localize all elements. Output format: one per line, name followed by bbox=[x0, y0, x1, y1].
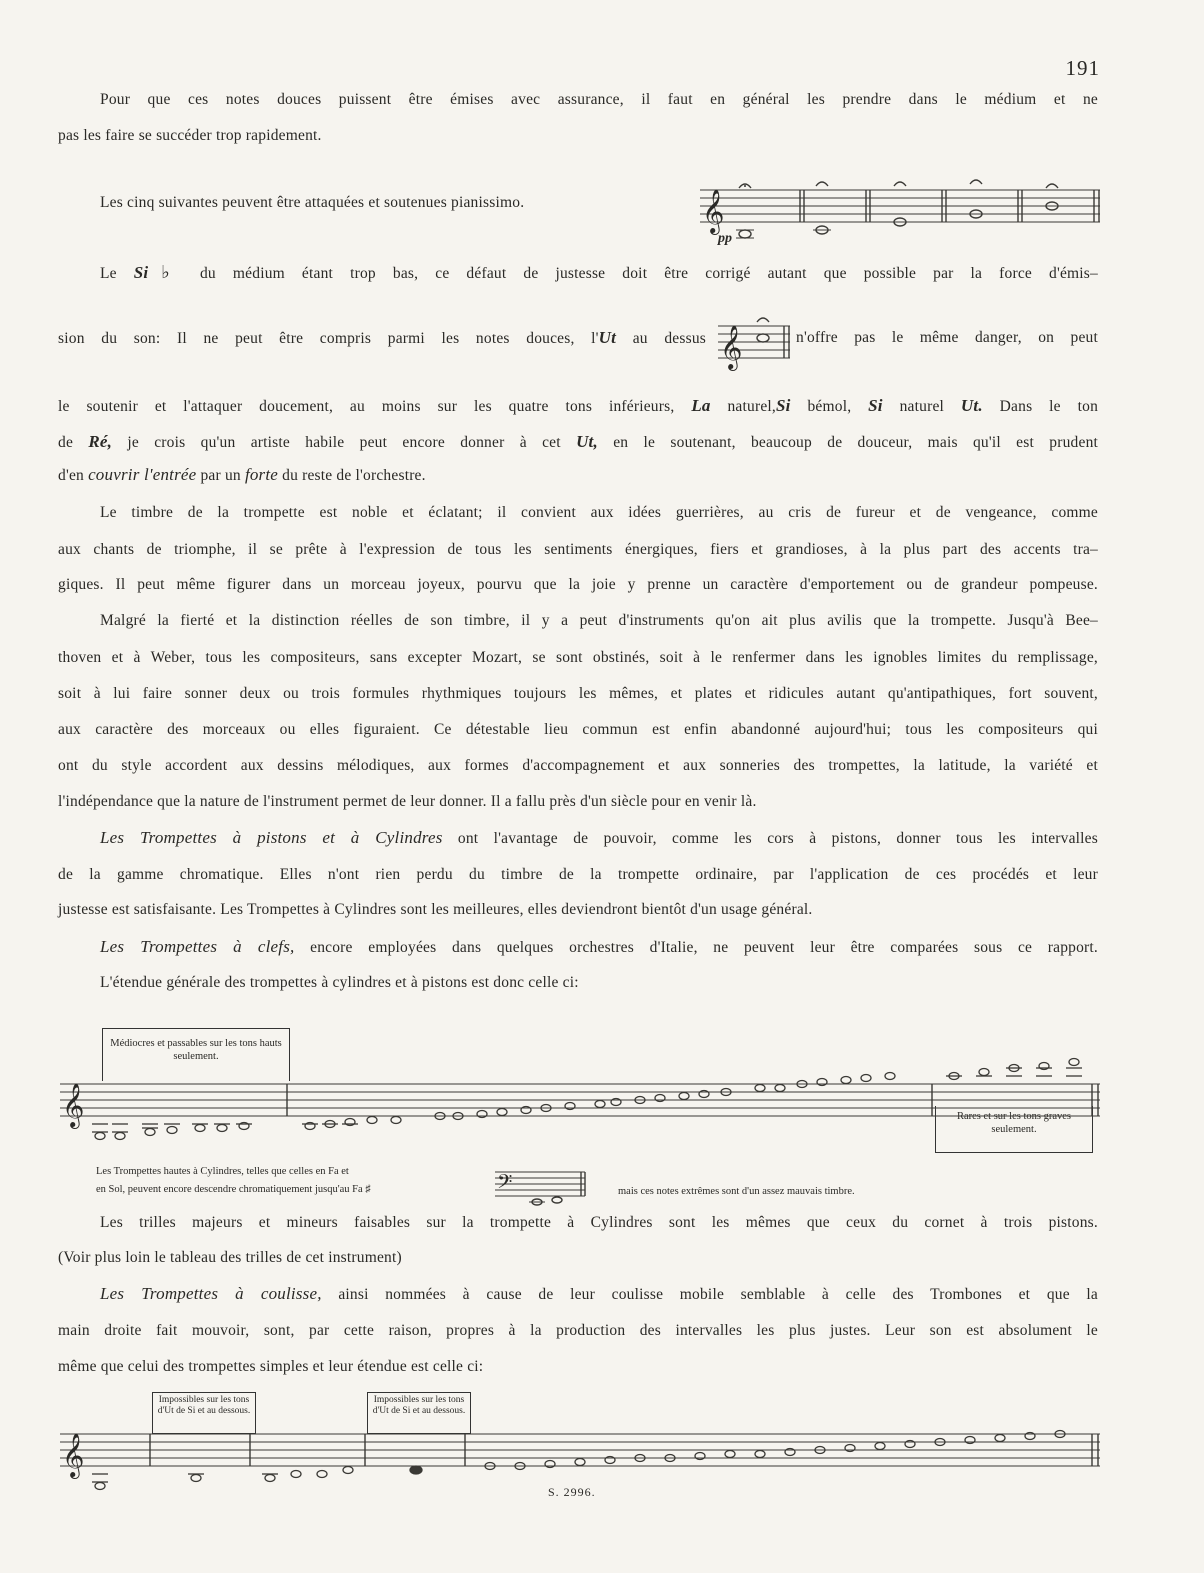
svg-text:𝄞: 𝄞 bbox=[720, 325, 743, 369]
ut-note-staff bbox=[718, 316, 790, 369]
pianissimo-dynamic: pp bbox=[718, 231, 732, 246]
paragraph-3-line-2: aux chants de triomphe, il se prête à l'expression de tous les sentiments énergiques, fiers et grandioses, à la plus part des accents tra– bbox=[58, 541, 1098, 558]
paragraph-7-line-1: Les trilles majeurs et mineurs faisables sur la trompette à Cylindres sont les mêmes que ceux du cornet à trois pistons. bbox=[100, 1214, 1098, 1231]
paragraph-6-line-2: L'étendue générale des trompettes à cylindres et à pistons est donc celle ci: bbox=[100, 974, 579, 991]
paragraph-2-line-2: sion du son: Il ne peut être compris parmi les notes douces, l'Ut au dessus bbox=[58, 328, 706, 347]
paragraph-2-line-2-end: n'offre pas le même danger, on peut bbox=[796, 329, 1098, 346]
paragraph-2-line-5: d'en couvrir l'entrée par un forte du reste de l'orchestre. bbox=[58, 465, 426, 484]
low-note-remark-line-1: Les Trompettes hautes à Cylindres, telles que celles en Fa et bbox=[96, 1166, 349, 1177]
range-staff-cylinders bbox=[60, 1070, 1100, 1150]
paragraph-3-line-1: Le timbre de la trompette est noble et éclatant; il convient aux idées guerrières, au cris de fureur et de vengeance, comme bbox=[100, 504, 1098, 521]
paragraph-2-line-1: Le Si♭ du médium étant trop bas, ce défaut de justesse doit être corrigé autant que possible par la force d'émis– bbox=[100, 262, 1098, 282]
bass-clef-low-notes bbox=[495, 1168, 585, 1210]
fermata-notes bbox=[736, 180, 1099, 238]
slide-box-1: Impossibles sur les tons d'Ut de Si et au dessous. bbox=[152, 1392, 256, 1434]
range-box-right: Rares et sur les tons graves seulement. bbox=[935, 1106, 1093, 1153]
slide-box-2: Impossibles sur les tons d'Ut de Si et au dessous. bbox=[367, 1392, 471, 1434]
five-notes-text: Les cinq suivantes peuvent être attaquées et soutenues pianissimo. bbox=[100, 194, 525, 211]
low-note-remark-line-2: en Sol, peuvent encore descendre chromatiquement jusqu'au Fa ♯ bbox=[96, 1184, 371, 1195]
paragraph-4-line-6: l'indépendance que la nature de l'instrument permet de leur donner. Il a fallu près d'un siècle pour en venir là. bbox=[58, 793, 757, 810]
range-box-left: Médiocres et passables sur les tons hauts seulement. bbox=[102, 1028, 290, 1081]
paragraph-7-line-2: (Voir plus loin le tableau des trilles de cet instrument) bbox=[58, 1249, 402, 1266]
plate-number: S. 2996. bbox=[548, 1485, 596, 1499]
paragraph-2-line-3: le soutenir et l'attaquer doucement, au moins sur les quatre tons inférieurs, La naturel,Si bémol, Si naturel Ut. Dans le ton bbox=[58, 396, 1099, 415]
paragraph-3-line-3: giques. Il peut même figurer dans un morceau joyeux, pourvu que la joie y prenne un caractère d'emportement ou de grandeur pompeuse. bbox=[58, 576, 1098, 593]
range-notes bbox=[92, 1059, 1082, 1140]
svg-text:𝄞: 𝄞 bbox=[62, 1433, 85, 1477]
page-number: 191 bbox=[1065, 56, 1100, 80]
svg-text:𝄞: 𝄞 bbox=[62, 1083, 85, 1127]
paragraph-1-line-1: Pour que ces notes douces puissent être émises avec assurance, il faut en général les prendre dans le médium et ne bbox=[100, 91, 1098, 108]
paragraph-2-line-4: de Ré, je crois qu'un artiste habile peut encore donner à cet Ut, en le soutenant, beaucoup de douceur, mais qu'il est prudent bbox=[58, 432, 1099, 451]
low-note-remark-right: mais ces notes extrêmes sont d'un assez mauvais timbre. bbox=[618, 1186, 855, 1197]
paragraph-8-line-3: même que celui des trompettes simples et leur étendue est celle ci: bbox=[58, 1358, 484, 1375]
paragraph-6-line-1: Les Trompettes à clefs, encore employées dans quelques orchestres d'Italie, ne peuvent leur être comparées sous ce rapport. bbox=[100, 937, 1098, 956]
svg-text:𝄞: 𝄞 bbox=[702, 189, 725, 233]
paragraph-4-line-4: aux caractère des morceaux ou elles figuraient. Ce détestable lieu commun est enfin abandonné aujourd'hui; tous les compositeurs qui bbox=[58, 721, 1098, 738]
paragraph-5-line-1: Les Trompettes à pistons et à Cylindres ont l'avantage de pouvoir, comme les cors à pistons, donner tous les intervalles bbox=[100, 828, 1098, 847]
paragraph-4-line-5: ont du style accordent aux dessins mélodiques, aux formes d'accompagnement et aux sonneries des trompettes, la latitude, la variété et bbox=[58, 757, 1098, 774]
paragraph-5-line-3: justesse est satisfaisante. Les Trompettes à Cylindres sont les meilleures, elles deviendront bientôt d'un usage général. bbox=[58, 901, 813, 918]
paragraph-8-line-2: main droite fait mouvoir, sont, par cette raison, propres à la production des intervalles les plus justes. Leur son est absolument le bbox=[58, 1322, 1099, 1339]
pianissimo-notes-staff bbox=[700, 180, 1100, 250]
range-staff-slide bbox=[60, 1428, 1100, 1488]
paragraph-1-line-2: pas les faire se succéder trop rapidement. bbox=[58, 127, 322, 144]
svg-text:𝄢: 𝄢 bbox=[497, 1170, 513, 1198]
paragraph-4-line-2: thoven et à Weber, tous les compositeurs, sans excepter Mozart, se sont obstinés, soit à le renfermer dans les ignobles limites du remplissage, bbox=[58, 649, 1098, 666]
paragraph-4-line-1: Malgré la fierté et la distinction réelles de son timbre, il y a peut d'instruments qu'on ait plus avilis que la trompette. Jusqu'à Bee– bbox=[100, 612, 1098, 629]
paragraph-4-line-3: soit à lui faire sonner deux ou trois formules rhythmiques toujours les mêmes, et plates et ridicules autant qu'antipathiques, fort souvent, bbox=[58, 685, 1098, 702]
paragraph-8-line-1: Les Trompettes à coulisse, ainsi nommées à cause de leur coulisse mobile semblable à celle des Trombones et que la bbox=[100, 1284, 1099, 1303]
paragraph-5-line-2: de la gamme chromatique. Elles n'ont rien perdu du timbre de la trompette ordinaire, par l'application de ces procédés et leur bbox=[58, 866, 1098, 883]
